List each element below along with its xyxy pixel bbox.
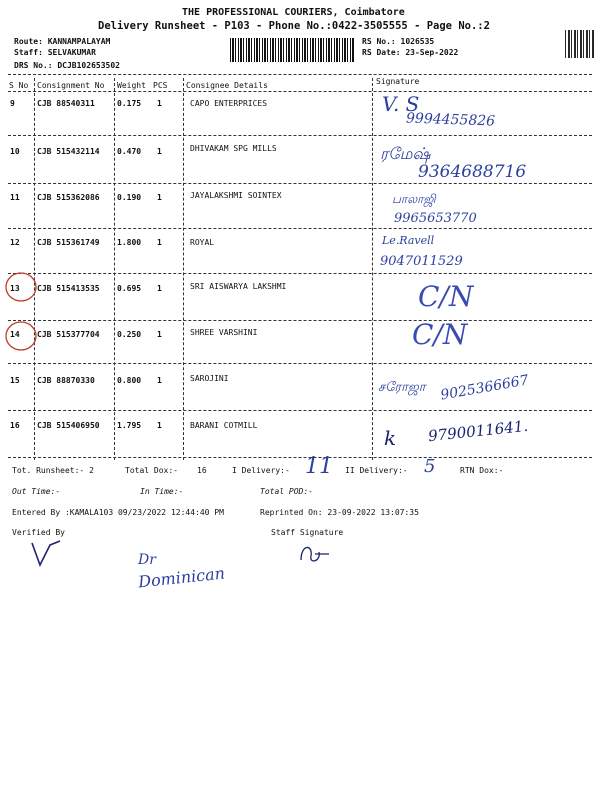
table-top-border xyxy=(8,74,592,75)
row-divider xyxy=(8,135,592,136)
circle-mark-13 xyxy=(6,273,36,301)
row-weight: 0.190 xyxy=(117,193,142,202)
row-divider xyxy=(8,228,592,229)
ii-delivery-value: 5 xyxy=(424,456,436,477)
corner-barcode-image xyxy=(565,30,595,58)
route-label: Route: KANNAMPALAYAM xyxy=(14,37,111,46)
staff-signature-label: Staff Signature xyxy=(271,528,344,537)
row-consignee: SAROJINI xyxy=(190,374,229,383)
staff-signature-image xyxy=(295,540,335,570)
row-signature: k xyxy=(384,426,397,450)
column-divider xyxy=(183,78,184,460)
row-pcs: 1 xyxy=(157,99,162,108)
col-header-signature: Signature xyxy=(376,77,420,86)
row-consignee: SHREE VARSHINI xyxy=(190,328,258,337)
row-consignment: CJB 88870330 xyxy=(37,376,95,385)
row-sno: 15 xyxy=(10,376,20,385)
handwritten-prefix: Dr xyxy=(138,552,156,568)
row-weight: 0.695 xyxy=(117,284,142,293)
runsheet-title: Delivery Runsheet - P103 - Phone No.:0422-3505555 - Page No.:2 xyxy=(98,20,490,32)
row-divider xyxy=(8,183,592,184)
col-header-consignment: Consignment No xyxy=(37,81,105,90)
row-signature-phone: 9790011641. xyxy=(427,416,529,446)
row-weight: 0.175 xyxy=(117,99,142,108)
total-runsheet: Tot. Runsheet:- 2 xyxy=(12,466,94,475)
row-signature: பாலாஜி xyxy=(392,192,436,206)
row-weight: 1.800 xyxy=(117,238,142,247)
column-divider xyxy=(372,78,373,460)
row-pcs: 1 xyxy=(157,193,162,202)
row-consignment: CJB 515361749 xyxy=(37,238,100,247)
row-sno: 16 xyxy=(10,421,20,430)
row-sno: 11 xyxy=(10,193,20,202)
row-consignment: CJB 515413535 xyxy=(37,284,100,293)
row-sno: 9 xyxy=(10,99,15,108)
row-consignee: DHIVAKAM SPG MILLS xyxy=(190,144,277,153)
row-signature: சரோஜா xyxy=(378,380,426,395)
verified-signature-image xyxy=(28,535,78,575)
row-consignment: CJB 515432114 xyxy=(37,147,100,156)
row-consignment: CJB 515377704 xyxy=(37,330,100,339)
company-title: THE PROFESSIONAL COURIERS, Coimbatore xyxy=(182,7,405,18)
verified-by-label: Verified By xyxy=(12,528,65,537)
table-header-border xyxy=(8,91,592,92)
row-consignment: CJB 88540311 xyxy=(37,99,95,108)
row-signature-phone: 9994455826 xyxy=(405,110,496,130)
row-weight: 0.250 xyxy=(117,330,142,339)
circle-mark-14 xyxy=(6,322,36,350)
row-consignee: BARANI COTMILL xyxy=(190,421,258,430)
row-sno: 13 xyxy=(10,284,20,293)
row-sno: 10 xyxy=(10,147,20,156)
circle-marks xyxy=(0,268,44,358)
row-consignee: JAYALAKSHMI SOINTEX xyxy=(190,191,282,200)
row-consignee: SRI AISWARYA LAKSHMI xyxy=(190,282,287,291)
row-pcs: 1 xyxy=(157,421,162,430)
i-delivery-value: 11 xyxy=(305,454,333,479)
staff-label: Staff: SELVAKUMAR xyxy=(14,48,96,57)
table-bottom-border xyxy=(8,457,592,458)
total-pod-label: Total POD:- xyxy=(260,487,313,496)
row-divider xyxy=(8,410,592,411)
row-signature-phone: 9025366667 xyxy=(439,372,530,404)
in-time-label: In Time:- xyxy=(140,487,184,496)
row-weight: 1.795 xyxy=(117,421,142,430)
row-signature: V. S xyxy=(382,92,420,116)
col-header-weight: Weight xyxy=(117,81,146,90)
out-time-label: Out Time:- xyxy=(12,487,61,496)
row-divider xyxy=(8,363,592,364)
row-sno: 12 xyxy=(10,238,20,247)
row-consignee: CAPO ENTERPRICES xyxy=(190,99,268,108)
rs-number: RS No.: 1026535 xyxy=(362,37,435,46)
total-dox-label: Total Dox:- xyxy=(125,466,178,475)
row-pcs: 1 xyxy=(157,147,162,156)
rs-date: RS Date: 23-Sep-2022 xyxy=(362,48,459,57)
rtn-dox-label: RTN Dox:- xyxy=(460,466,504,475)
row-signature-phone: 9047011529 xyxy=(380,254,463,269)
row-pcs: 1 xyxy=(157,238,162,247)
row-divider xyxy=(8,320,592,321)
total-dox-value: 16 xyxy=(197,466,207,475)
row-signature: Le.Ravell xyxy=(382,234,435,247)
barcode-image xyxy=(230,38,355,62)
row-signature-phone: 9965653770 xyxy=(394,211,477,226)
entered-by: Entered By :KAMALA103 09/23/2022 12:44:40 PM xyxy=(12,508,224,517)
row-pcs: 1 xyxy=(157,376,162,385)
row-divider xyxy=(8,273,592,274)
row-signature-phone: 9364688716 xyxy=(418,162,527,182)
row-consignment: CJB 515406950 xyxy=(37,421,100,430)
row-consignment: CJB 515362086 xyxy=(37,193,100,202)
column-divider xyxy=(114,78,115,460)
handwritten-name: Dominican xyxy=(137,563,226,592)
row-consignee: ROYAL xyxy=(190,238,215,247)
row-weight: 0.800 xyxy=(117,376,142,385)
col-header-consignee: Consignee Details xyxy=(186,81,268,90)
row-pcs: 1 xyxy=(157,330,162,339)
row-signature: C/N xyxy=(412,318,468,351)
col-header-pcs: PCS xyxy=(153,81,168,90)
row-sno: 14 xyxy=(10,330,20,339)
col-header-sno: S No xyxy=(9,81,29,90)
reprinted-on: Reprinted On: 23-09-2022 13:07:35 xyxy=(260,508,419,517)
i-delivery-label: I Delivery:- xyxy=(232,466,290,475)
row-signature: ரமேஷ் xyxy=(380,144,431,163)
drs-number: DRS No.: DCJB102653502 xyxy=(14,61,120,70)
row-signature: C/N xyxy=(418,280,474,313)
ii-delivery-label: II Delivery:- xyxy=(345,466,408,475)
row-pcs: 1 xyxy=(157,284,162,293)
row-weight: 0.470 xyxy=(117,147,142,156)
